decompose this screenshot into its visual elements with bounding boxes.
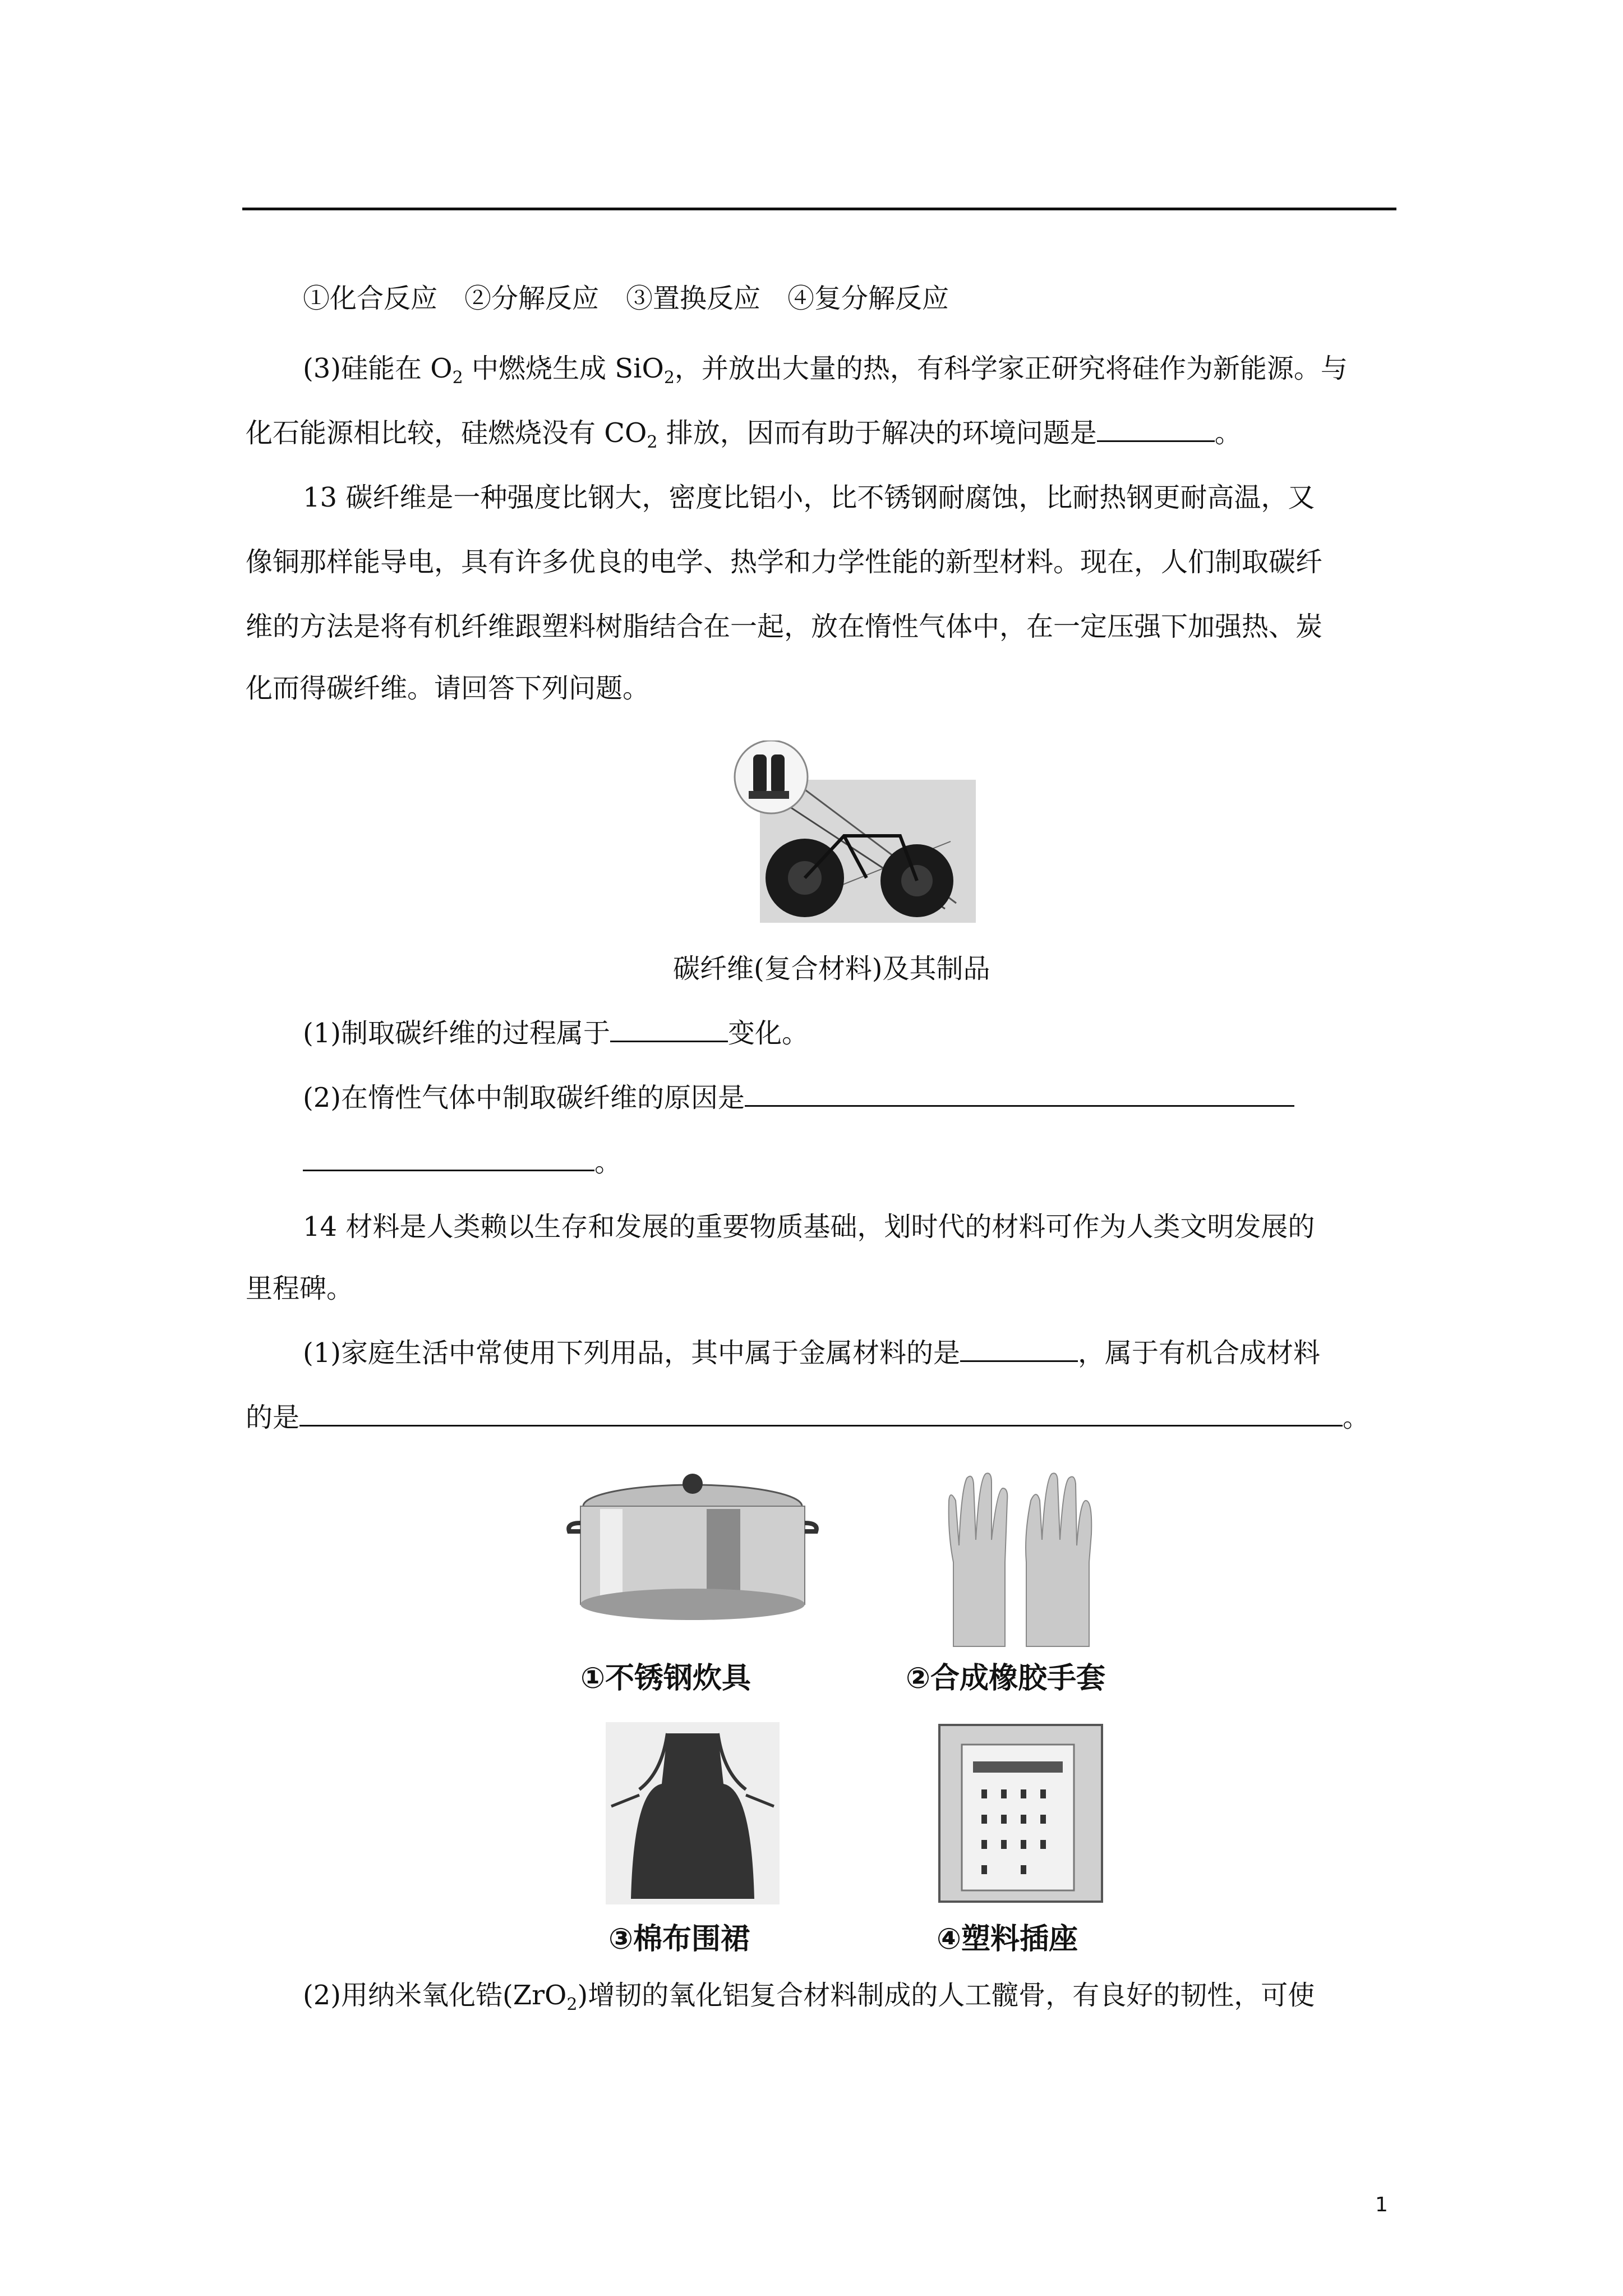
q13-intro-line2: 像铜那样能导电，具有许多优良的电学、热学和力学性能的新型材料。现在，人们制取碳纤 xyxy=(246,546,1323,578)
q14-part1-line2: 的是 。 xyxy=(246,1402,1370,1433)
stainless-steel-pot-image xyxy=(566,1467,819,1624)
header-rule xyxy=(242,208,1396,210)
reaction-options: ①化合反应 ②分解反应 ③置换反应 ④复分解反应 xyxy=(303,283,949,314)
q13-part2: (2)在惰性气体中制取碳纤维的原因是 xyxy=(303,1080,1294,1116)
q13-intro-line1: 13 碳纤维是一种强度比钢大，密度比铝小，比不锈钢耐腐蚀，比耐热钢更耐高温，又 xyxy=(303,482,1315,513)
q13-intro-line4: 化而得碳纤维。请回答下列问题。 xyxy=(246,673,650,704)
answer-blank[interactable] xyxy=(610,1018,728,1042)
q14-intro-line2: 里程碑。 xyxy=(246,1273,354,1304)
item-caption-1: ①不锈钢炊具 xyxy=(580,1662,751,1695)
answer-blank[interactable] xyxy=(745,1083,1294,1107)
answer-blank[interactable] xyxy=(960,1338,1078,1362)
q13-part1: (1)制取碳纤维的过程属于 变化。 xyxy=(303,1018,809,1049)
answer-blank[interactable] xyxy=(303,1147,594,1171)
q12-part3-line1: (3)硅能在 $O_2$ 中燃烧生成 SiO$_2$，并放出大量的热，有科学家正研究将硅作为新能源。与 xyxy=(303,353,1348,388)
item-caption-2: ②合成橡胶手套 xyxy=(906,1662,1106,1695)
q14-part1-line1: (1)家庭生活中常使用下列用品，其中属于金属材料的是 ，属于有机合成材料 xyxy=(303,1337,1321,1369)
page-number: 1 xyxy=(1375,2193,1388,2216)
q14-part2: (2)用纳米氧化锆(ZrO$_2$)增韧的氧化铝复合材料制成的人工髋骨，有良好的韧性，可使 xyxy=(303,1980,1315,2014)
q13-part2-cont: 。 xyxy=(303,1144,621,1180)
q14-intro-line1: 14 材料是人类赖以生存和发展的重要物质基础，划时代的材料可作为人类文明发展的 xyxy=(303,1211,1315,1243)
answer-blank[interactable] xyxy=(299,1402,1343,1427)
figure-caption: 碳纤维(复合材料)及其制品 xyxy=(673,953,990,984)
answer-blank[interactable] xyxy=(1097,418,1215,442)
q13-intro-line3: 维的方法是将有机纤维跟塑料树脂结合在一起，放在惰性气体中，在一定压强下加强热、炭 xyxy=(246,611,1323,642)
item-caption-4: ④塑料插座 xyxy=(937,1922,1078,1956)
rubber-gloves-image xyxy=(942,1467,1099,1652)
q12-part3-line2: 化石能源相比较，硅燃烧没有 $CO_2$ 排放，因而有助于解决的环境问题是 。 xyxy=(246,417,1242,452)
cotton-apron-image xyxy=(606,1722,780,1904)
carbon-fiber-bicycle-photo xyxy=(732,740,979,926)
plastic-socket-image xyxy=(937,1722,1105,1904)
item-caption-3: ③棉布围裙 xyxy=(608,1922,750,1956)
